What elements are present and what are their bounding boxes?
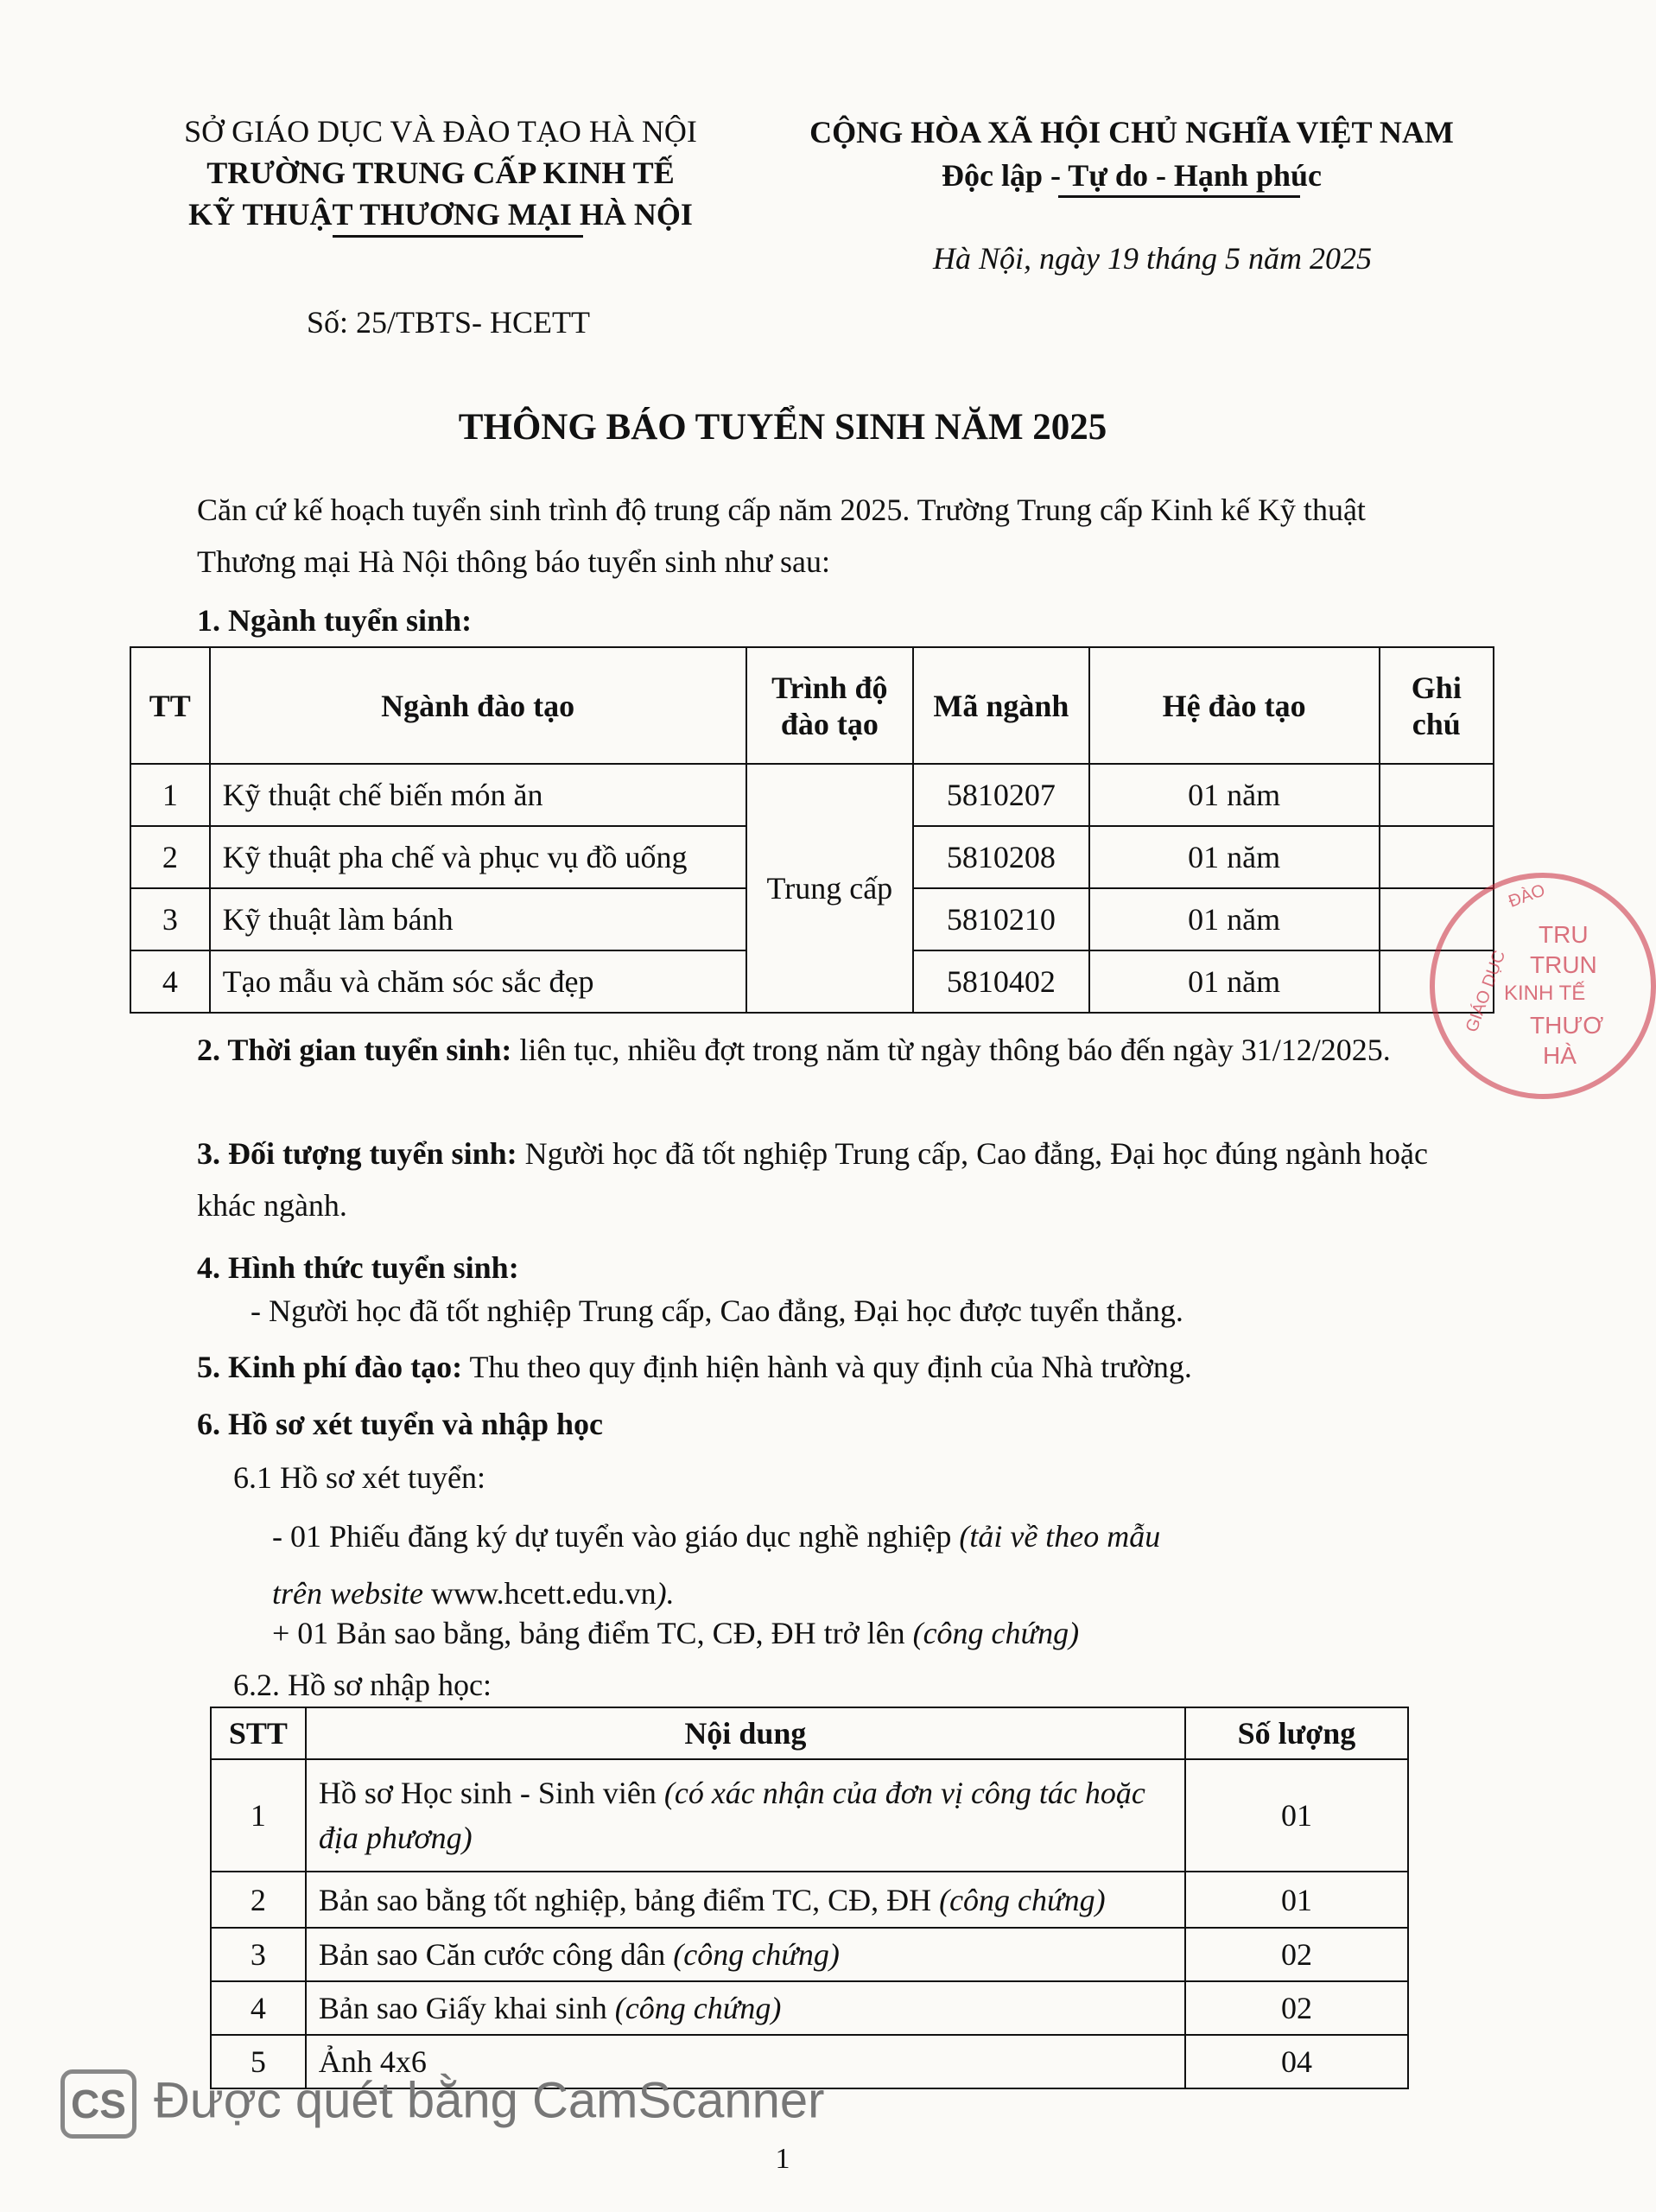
row-note: (có xác nhận của đơn vị công tác hoặc địa phương) (318, 1776, 1145, 1855)
section-5-label: 5. Kinh phí đào tạo: (197, 1350, 463, 1384)
row-note: (công chứng) (939, 1882, 1106, 1917)
col-header-major: Ngành đào tạo (210, 647, 746, 764)
issuer-block (130, 111, 752, 235)
table-row (211, 1981, 1408, 2035)
section-6-heading: 6. Hồ sơ xét tuyển và nhập học (197, 1407, 603, 1441)
country-name: CỘNG HÒA XÃ HỘI CHỦ NGHĨA VIỆT NAM (809, 115, 1454, 149)
row-text: Bản sao Giấy khai sinh (318, 1991, 615, 2025)
col-header-level: Trình độ đào tạo (746, 647, 913, 764)
row-duration: 01 năm (1089, 950, 1380, 1013)
row-stt: 4 (211, 1981, 306, 2035)
website-link[interactable]: www.hcett.edu.vn (422, 1576, 657, 1611)
row-major: Kỹ thuật làm bánh (210, 888, 746, 950)
row-qty: 01 (1185, 1759, 1408, 1872)
section-6-1-item-2 (272, 1607, 1516, 1659)
section-2-label: 2. Thời gian tuyển sinh: (197, 1033, 512, 1067)
row-note: (công chứng) (673, 1937, 840, 1972)
row-content (306, 1759, 1185, 1872)
row-major: Kỹ thuật pha chế và phục vụ đồ uống (210, 826, 746, 888)
section-2-text: liên tục, nhiều đợt trong năm từ ngày thông báo đến ngày 31/12/2025. (511, 1033, 1391, 1067)
row-code: 5810208 (913, 826, 1089, 888)
watermark-text: Được quét bằng CamScanner (154, 2072, 825, 2129)
table-row (211, 1872, 1408, 1928)
col-header-quantity: Số lượng (1185, 1707, 1408, 1759)
col-header-tt: TT (130, 647, 210, 764)
section-3 (197, 1128, 1441, 1231)
documents-table (210, 1707, 1409, 2089)
row-content (306, 1981, 1185, 2035)
stamp-text: TRUN (1530, 951, 1597, 978)
item-note: trên website (272, 1576, 423, 1611)
motto: Độc lập - Tự do - Hạnh phúc (941, 158, 1323, 193)
row-qty: 04 (1185, 2035, 1408, 2088)
row-qty: 01 (1185, 1872, 1408, 1928)
stamp-text: ĐÀO (1506, 880, 1548, 912)
stamp-text: HÀ (1543, 1042, 1577, 1069)
documents-table-header (211, 1707, 1408, 1759)
col-header-content: Nội dung (306, 1707, 1185, 1759)
item-note: (tải về theo mẫu (959, 1519, 1161, 1554)
row-note: (công chứng) (614, 1991, 782, 2025)
page-number: 1 (775, 2143, 790, 2175)
row-major: Tạo mẫu và chăm sóc sắc đẹp (210, 950, 746, 1013)
row-content (306, 1872, 1185, 1928)
row-tt: 2 (130, 826, 210, 888)
section-3-label: 3. Đối tượng tuyển sinh: (197, 1136, 517, 1171)
row-code: 5810207 (913, 764, 1089, 826)
section-6-1-item-1 (272, 1508, 1395, 1622)
row-tt: 1 (130, 764, 210, 826)
intro-paragraph: Căn cứ kế hoạch tuyển sinh trình độ trung cấp năm 2025. Trường Trung cấp Kinh kế Kỹ thuật Thương mại Hà Nội thông báo tuyển sinh như sau: (197, 493, 1366, 579)
stamp-text: GIÁO DỤC (1462, 948, 1510, 1035)
official-stamp (1430, 873, 1656, 1099)
row-qty: 02 (1185, 1981, 1408, 2035)
col-header-note: Ghi chú (1380, 647, 1494, 764)
issuer-school-line1: TRƯỜNG TRUNG CẤP KINH TẾ (206, 156, 675, 190)
row-stt: 2 (211, 1872, 306, 1928)
col-header-duration: Hệ đào tạo (1089, 647, 1380, 764)
row-qty: 02 (1185, 1928, 1408, 1981)
section-5-text: Thu theo quy định hiện hành và quy định của Nhà trường. (462, 1350, 1192, 1384)
majors-table-header (130, 647, 1494, 764)
row-text: Bản sao Căn cước công dân (318, 1937, 674, 1972)
row-code: 5810210 (913, 888, 1089, 950)
item-text: - 01 Phiếu đăng ký dự tuyển vào giáo dục nghề nghiệp (272, 1519, 960, 1554)
majors-table (130, 646, 1494, 1014)
issue-date: Hà Nội, ngày 19 tháng 5 năm 2025 (933, 241, 1372, 276)
national-motto-block (795, 111, 1469, 197)
section-4-item: - Người học đã tốt nghiệp Trung cấp, Cao đẳng, Đại học được tuyển thẳng. (251, 1294, 1183, 1328)
col-header-code: Mã ngành (913, 647, 1089, 764)
item-text: + 01 Bản sao bằng, bảng điểm TC, CĐ, ĐH trở lên (272, 1616, 913, 1650)
camscanner-logo-icon: CS (60, 2069, 136, 2139)
col-header-stt: STT (211, 1707, 306, 1759)
row-tt: 4 (130, 950, 210, 1013)
stamp-text: THƯƠ (1530, 1012, 1604, 1039)
row-text: Ảnh 4x6 (318, 2044, 427, 2079)
row-stt: 5 (211, 2035, 306, 2088)
section-6-1-heading: 6.1 Hồ sơ xét tuyển: (233, 1460, 486, 1495)
row-duration: 01 năm (1089, 888, 1380, 950)
row-stt: 1 (211, 1759, 306, 1872)
camscanner-watermark (60, 2069, 825, 2139)
item-note: ). (656, 1576, 675, 1611)
document-number: Số: 25/TBTS- HCETT (307, 305, 591, 340)
row-text: Bản sao bằng tốt nghiệp, bảng điểm TC, CĐ, ĐH (318, 1882, 940, 1917)
row-stt: 3 (211, 1928, 306, 1981)
stamp-text: TRU (1539, 921, 1589, 948)
item-note: (công chứng) (912, 1616, 1080, 1650)
motto-underline (1058, 195, 1300, 198)
row-content (306, 1928, 1185, 1981)
row-duration: 01 năm (1089, 826, 1380, 888)
section-3-text: Người học đã tốt nghiệp Trung cấp, Cao đẳng, Đại học đúng ngành hoặc khác ngành. (197, 1136, 1428, 1223)
level-cell: Trung cấp (746, 764, 913, 1013)
section-4-heading: 4. Hình thức tuyển sinh: (197, 1250, 519, 1285)
row-text: Hồ sơ Học sinh - Sinh viên (318, 1776, 664, 1810)
document-title: THÔNG BÁO TUYỂN SINH NĂM 2025 (458, 407, 1107, 448)
issuer-underline (333, 235, 583, 238)
section-6-2-heading: 6.2. Hồ sơ nhập học: (233, 1668, 492, 1702)
row-tt: 3 (130, 888, 210, 950)
row-duration: 01 năm (1089, 764, 1380, 826)
row-note (1380, 826, 1494, 888)
section-5 (197, 1341, 1441, 1393)
table-row (211, 1928, 1408, 1981)
section-1-heading: 1. Ngành tuyển sinh: (197, 603, 473, 638)
issuer-school-line2: KỸ THUẬT THƯƠNG MẠI HÀ NỘI (188, 197, 693, 232)
section-2 (197, 1024, 1432, 1076)
row-major: Kỹ thuật chế biến món ăn (210, 764, 746, 826)
row-note (1380, 764, 1494, 826)
issuer-department: SỞ GIÁO DỤC VÀ ĐÀO TẠO HÀ NỘI (184, 114, 697, 149)
table-row (211, 1759, 1408, 1872)
table-row (130, 764, 1494, 826)
row-code: 5810402 (913, 950, 1089, 1013)
stamp-text: KINH TẾ (1504, 982, 1586, 1005)
